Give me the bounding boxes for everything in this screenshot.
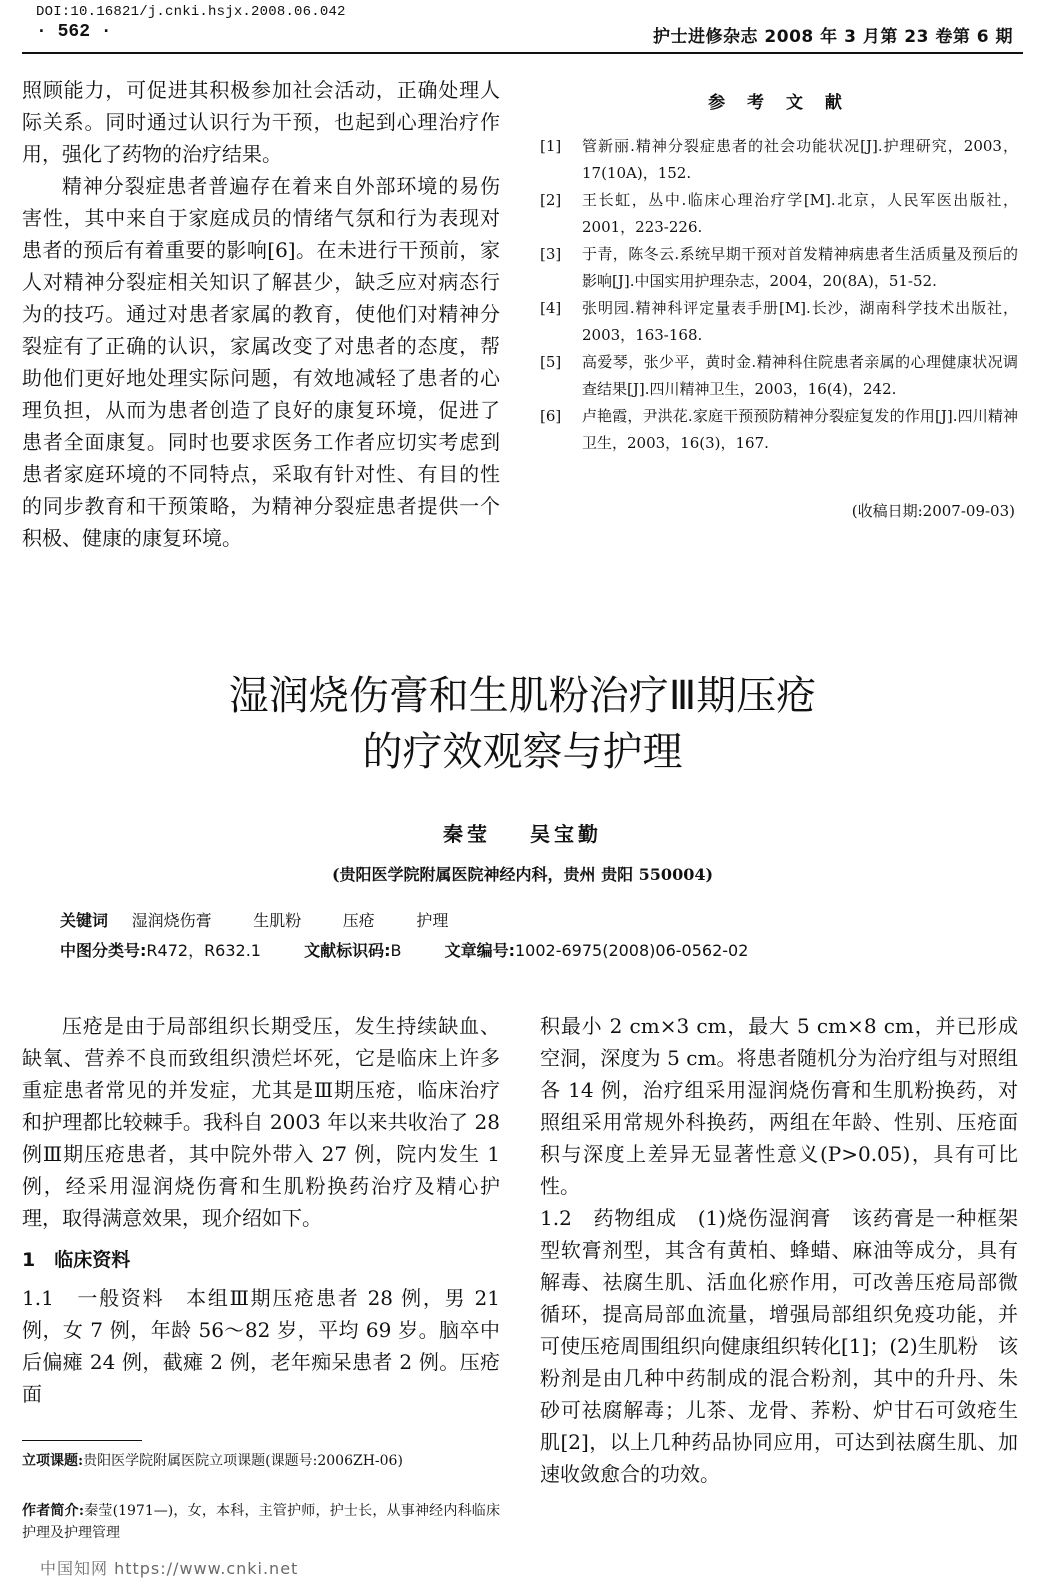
keyword: 生肌粉 bbox=[253, 911, 302, 930]
keywords-label: 关键词 bbox=[60, 911, 109, 930]
reference-item bbox=[540, 295, 1018, 349]
reference-text: 张明园.精神科评定量表手册[M].长沙，湖南科学技术出版社，2003，163-168. bbox=[582, 299, 1018, 344]
prev-paragraph-1: 照顾能力，可促进其积极参加社会活动，正确处理人际关系。同时通过认识行为干预，也起到心理治疗作用，强化了药物的治疗结果。 bbox=[22, 78, 500, 166]
classification-line bbox=[60, 938, 786, 961]
keyword: 湿润烧伤膏 bbox=[131, 911, 212, 930]
reference-number: [1] bbox=[540, 137, 562, 155]
prev-paragraph-2: 精神分裂症患者普遍存在着来自外部环境的易伤害性，其中来自于家庭成员的情绪气氛和行为表现对患者的预后有着重要的影响[6]。在未进行干预前，家人对精神分裂症相关知识了解甚少，缺乏应对病态行为的技巧。通过对患者家属的教育，使他们对精神分裂症有了正确的认识，家属改变了对患者的态度，帮助他们更好地处理实际问题，有效地减轻了患者的心理负担，从而为患者创造了良好的康复环境，促进了患者全面康复。同时也要求医务工作者应切实考虑到患者家庭环境的不同特点，采取有针对性、有目的性的同步教育和干预策略，为精神分裂症患者提供一个积极、健康的康复环境。 bbox=[22, 174, 500, 550]
reference-text: 高爱琴，张少平，黄时金.精神科住院患者亲属的心理健康状况调查结果[J].四川精神卫生，2003，16(4)，242. bbox=[582, 353, 1018, 398]
references-title: 参 考 文 献 bbox=[708, 93, 850, 113]
article-body-right bbox=[540, 1010, 1018, 1490]
keywords-line bbox=[60, 908, 484, 931]
reference-number: [4] bbox=[540, 299, 562, 317]
reference-text: 卢艳霞，尹洪花.家庭干预预防精神分裂症复发的作用[J].四川精神卫生，2003，16(3)，167. bbox=[582, 407, 1018, 452]
clc-value: R472，R632.1 bbox=[146, 941, 261, 960]
doc-code-value: B bbox=[390, 941, 402, 960]
prev-article-text bbox=[22, 74, 500, 554]
watermark: 中国知网 https://www.cnki.net bbox=[40, 1559, 299, 1578]
keyword: 护理 bbox=[416, 911, 449, 930]
references-section bbox=[540, 88, 1018, 457]
section-heading: 1 临床资料 bbox=[22, 1249, 131, 1271]
reference-item bbox=[540, 187, 1018, 241]
footnote-label: 立项课题: bbox=[22, 1453, 84, 1469]
page-number: · 562 · bbox=[36, 22, 112, 42]
author-name: 秦莹 bbox=[443, 822, 492, 846]
reference-item bbox=[540, 403, 1018, 457]
doc-code-label: 文献标识码: bbox=[304, 941, 391, 960]
paragraph-1-1-continued: 积最小 2 cm×3 cm，最大 5 cm×8 cm，并已形成空洞，深度为 5 cm。将患者随机分为治疗组与对照组各 14 例，治疗组采用湿润烧伤膏和生肌粉换药，对照组采用常规外科换药，两组在年龄、性别、压疮面积与深度上差异无显著性意义(P>0.05)，具有可比性。 bbox=[540, 1014, 1018, 1198]
title-line-1: 湿润烧伤膏和生肌粉治疗Ⅲ期压疮 bbox=[228, 673, 817, 719]
footnote-text: 贵阳医学院附属医院立项课题(课题号:2006ZH-06) bbox=[83, 1453, 403, 1469]
reference-number: [6] bbox=[540, 407, 562, 425]
reference-item bbox=[540, 241, 1018, 295]
paragraph-1-2: 1.2 药物组成 (1)烧伤湿润膏 该药膏是一种框架型软膏剂型，其含有黄柏、蜂蜡、麻油等成分，具有解毒、祛腐生肌、活血化瘀作用，可改善压疮局部微循环，提高局部血流量，增强局部组织免疫功能，并可使压疮周围组织向健康组织转化[1]；(2)生肌粉 该粉剂是由几种中药制成的混合粉剂，其中的升丹、朱砂可祛腐解毒；儿茶、龙骨、荞粉、炉甘石可敛疮生肌[2]，以上几种药品协同应用，可达到祛腐生肌、加速收敛愈合的功效。 bbox=[540, 1206, 1018, 1486]
article-no-value: 1002-6975(2008)06-0562-02 bbox=[514, 941, 749, 960]
footnote-rule bbox=[22, 1440, 142, 1441]
title-line-2: 的疗效观察与护理 bbox=[362, 729, 683, 775]
affiliation: (贵阳医学院附属医院神经内科，贵州 贵阳 550004) bbox=[331, 865, 714, 884]
article-title bbox=[0, 668, 1045, 780]
author-name: 吴宝勤 bbox=[529, 822, 602, 846]
authors bbox=[0, 818, 1045, 847]
article-no-label: 文章编号: bbox=[444, 941, 515, 960]
reference-number: [5] bbox=[540, 353, 562, 371]
journal-header: 护士进修杂志 2008 年 3 月第 23 卷第 6 期 bbox=[653, 27, 1013, 47]
reference-number: [2] bbox=[540, 191, 562, 209]
reference-item bbox=[540, 349, 1018, 403]
footnote-text: 秦莹(1971—)，女，本科，主管护师，护士长，从事神经内科临床护理及护理管理 bbox=[22, 1503, 500, 1541]
paragraph-1-1: 1.1 一般资料 本组Ⅲ期压疮患者 28 例，男 21 例，女 7 例，年龄 56～82 岁，平均 69 岁。脑卒中后偏瘫 24 例，截瘫 2 例，老年痴呆患者 2 例。压疮面 bbox=[22, 1286, 500, 1406]
reference-text: 管新丽.精神分裂症患者的社会功能状况[J].护理研究，2003，17(10A)，152. bbox=[582, 137, 1018, 182]
article-body-left bbox=[22, 1010, 500, 1410]
reference-text: 王长虹，丛中.临床心理治疗学[M].北京，人民军医出版社，2001，223-226. bbox=[582, 191, 1018, 236]
doi: DOI:10.16821/j.cnki.hsjx.2008.06.042 bbox=[36, 4, 346, 20]
reference-number: [3] bbox=[540, 245, 562, 263]
reference-item bbox=[540, 133, 1018, 187]
keyword: 压疮 bbox=[342, 911, 375, 930]
header-rule bbox=[22, 52, 1023, 54]
received-date: (收稿日期:2007-09-03) bbox=[851, 502, 1015, 520]
footnote-funding bbox=[22, 1450, 500, 1472]
footnote-label: 作者简介: bbox=[22, 1503, 85, 1519]
footnote-author-bio bbox=[22, 1500, 500, 1544]
reference-text: 于青，陈冬云.系统早期干预对首发精神病患者生活质量及预后的影响[J].中国实用护理杂志，2004，20(8A)，51-52. bbox=[582, 245, 1018, 290]
clc-label: 中图分类号: bbox=[60, 941, 147, 960]
intro-paragraph: 压疮是由于局部组织长期受压，发生持续缺血、缺氧、营养不良而致组织溃烂坏死，它是临床上许多重症患者常见的并发症，尤其是Ⅲ期压疮，临床治疗和护理都比较棘手。我科自 2003 年以来共收治了 28 例Ⅲ期压疮患者，其中院外带入 27 例，院内发生 1 例，经采用湿润烧伤膏和生肌粉换药治疗及精心护理，取得满意效果，现介绍如下。 bbox=[22, 1014, 500, 1230]
